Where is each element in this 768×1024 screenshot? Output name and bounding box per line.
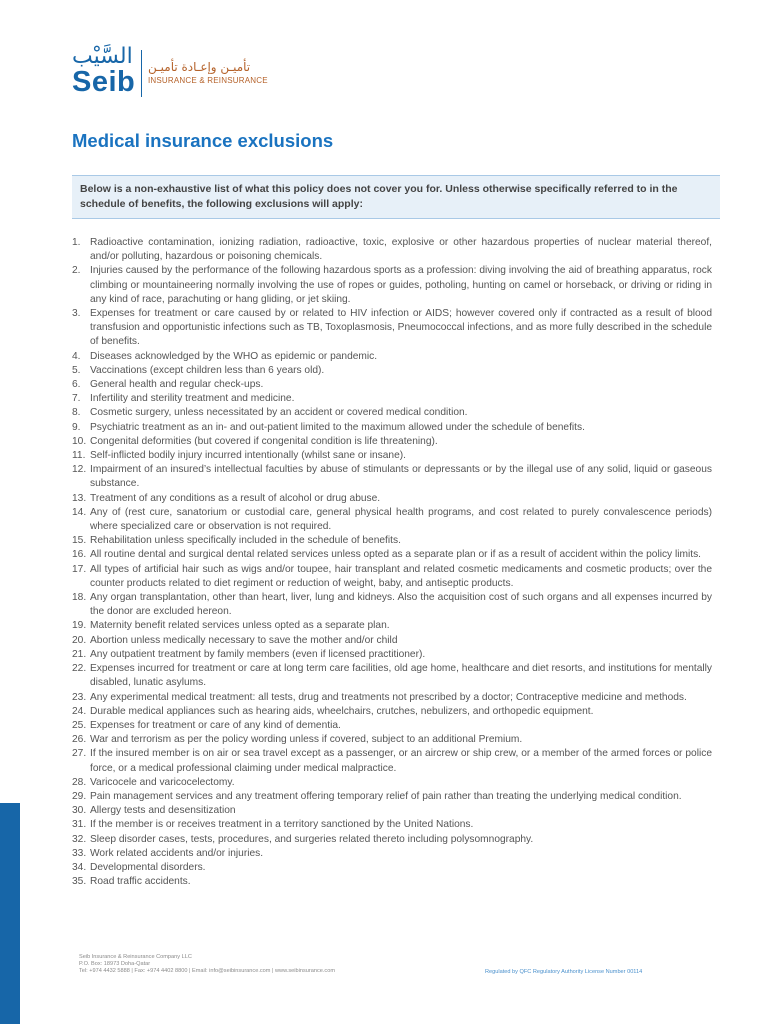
exclusions-list bbox=[72, 236, 712, 889]
exclusion-number: 4. bbox=[72, 350, 81, 362]
exclusion-item bbox=[72, 804, 712, 818]
exclusion-item bbox=[72, 634, 712, 648]
exclusion-text: Expenses for treatment or care of any kind of dementia. bbox=[90, 719, 341, 731]
exclusion-item bbox=[72, 847, 712, 861]
exclusion-number: 12. bbox=[72, 464, 87, 476]
exclusion-item bbox=[72, 591, 712, 619]
exclusion-number: 35. bbox=[72, 876, 87, 888]
exclusion-item bbox=[72, 733, 712, 747]
exclusion-item bbox=[72, 563, 712, 591]
exclusion-item bbox=[72, 747, 712, 775]
footer-company: Seib Insurance & Reinsurance Company LLC bbox=[79, 954, 192, 960]
exclusion-text: If the member is or receives treatment in a territory sanctioned by the United Nations. bbox=[90, 819, 474, 831]
exclusion-item bbox=[72, 421, 712, 435]
exclusion-text: Varicocele and varicocelectomy. bbox=[90, 776, 235, 788]
exclusion-item bbox=[72, 719, 712, 733]
exclusion-item bbox=[72, 350, 712, 364]
exclusion-number: 6. bbox=[72, 379, 81, 391]
exclusion-item bbox=[72, 449, 712, 463]
exclusion-item bbox=[72, 776, 712, 790]
exclusion-number: 23. bbox=[72, 691, 87, 703]
exclusion-text: Any experimental medical treatment: all tests, drug and treatments not prescribed by a doctor; Contraceptive medicine and methods. bbox=[90, 691, 687, 703]
exclusion-number: 15. bbox=[72, 535, 87, 547]
exclusion-text: Radioactive contamination, ionizing radiation, radioactive, toxic, explosive or other hazardous properties of nuclear material thereof, and/or polluting, hazardous or poisoning chemicals. bbox=[90, 237, 712, 263]
footer-regulation: Regulated by QFC Regulatory Authority License Number 00114 bbox=[485, 969, 643, 975]
exclusion-item bbox=[72, 662, 712, 690]
exclusion-number: 8. bbox=[72, 407, 81, 419]
logo-arabic-tagline: تأميـن وإعـادة تأميـن bbox=[148, 60, 251, 74]
exclusion-item bbox=[72, 790, 712, 804]
exclusion-text: Any of (rest cure, sanatorium or custodial care, general physical health programs, and cost related to purely convalescence periods) where specialized care or observation is not required. bbox=[90, 506, 712, 533]
exclusion-item bbox=[72, 463, 712, 491]
exclusion-number: 33. bbox=[72, 847, 87, 859]
exclusion-text: Maternity benefit related services unless opted as a separate plan. bbox=[90, 620, 390, 632]
exclusion-item bbox=[72, 264, 712, 307]
exclusion-text: Injuries caused by the performance of the following hazardous sports as a profession: diving involving the aid of breathing apparatus, rock climbing or mountaineering normally involving the use of ropes or guides, potholing, hunting on camel or horseback, or driving or riding in any kind of race, parachuting or hang gliding, or jet skiing. bbox=[90, 265, 712, 305]
exclusion-number: 29. bbox=[72, 790, 87, 802]
exclusion-text: Infertility and sterility treatment and medicine. bbox=[90, 393, 295, 405]
exclusion-item bbox=[72, 378, 712, 392]
exclusion-number: 27. bbox=[72, 748, 87, 760]
exclusion-number: 14. bbox=[72, 506, 87, 518]
exclusion-item bbox=[72, 236, 712, 264]
exclusion-number: 17. bbox=[72, 563, 87, 575]
side-accent-bar bbox=[0, 803, 20, 1024]
exclusion-item bbox=[72, 861, 712, 875]
exclusion-text: Rehabilitation unless specifically included in the schedule of benefits. bbox=[90, 535, 401, 547]
intro-box bbox=[72, 175, 720, 219]
exclusion-item bbox=[72, 875, 712, 889]
exclusion-text: Expenses incurred for treatment or care at long term care facilities, old age home, healthcare and diet resorts, and institutions for mentally disabled, lunatic asylums. bbox=[90, 663, 712, 689]
logo-arabic-name: السَّيْب bbox=[72, 44, 133, 69]
exclusion-item bbox=[72, 548, 712, 562]
exclusion-text: Psychiatric treatment as an in- and out-patient limited to the maximum allowed under the schedule of benefits. bbox=[90, 421, 585, 433]
exclusion-number: 9. bbox=[72, 421, 81, 433]
exclusion-item bbox=[72, 506, 712, 534]
exclusion-item bbox=[72, 833, 712, 847]
exclusion-text: Work related accidents and/or injuries. bbox=[90, 847, 264, 859]
exclusion-text: Durable medical appliances such as hearing aids, wheelchairs, crutches, nebulizers, and orthopedic equipment. bbox=[90, 705, 594, 717]
exclusion-number: 28. bbox=[72, 776, 87, 788]
exclusion-number: 16. bbox=[72, 549, 87, 561]
exclusion-text: Vaccinations (except children less than 6 years old). bbox=[90, 364, 325, 376]
logo-divider bbox=[141, 50, 142, 97]
footer-contact bbox=[79, 954, 335, 975]
exclusion-number: 18. bbox=[72, 592, 87, 604]
exclusion-number: 2. bbox=[72, 265, 81, 277]
exclusion-number: 31. bbox=[72, 819, 87, 831]
exclusion-number: 1. bbox=[72, 237, 81, 248]
exclusion-item bbox=[72, 534, 712, 548]
exclusion-text: Expenses for treatment or care caused by or related to HIV infection or AIDS; however covered only if contracted as a result of blood transfusion and opportunistic infections such as TB, Toxoplasmosis, Pneumococcal infections, and as more fully described in the schedule of benefits. bbox=[90, 308, 712, 348]
exclusion-item bbox=[72, 364, 712, 378]
seib-logo bbox=[72, 44, 272, 99]
exclusion-number: 3. bbox=[72, 308, 81, 320]
footer-contact-line: Tel: +974 4432 5888 | Fax: +974 4402 8800 | Email: info@seibinsurance.com | www.seibinsurance.com bbox=[79, 968, 335, 974]
exclusion-text: Treatment of any conditions as a result of alcohol or drug abuse. bbox=[90, 492, 381, 504]
exclusion-number: 26. bbox=[72, 734, 87, 746]
exclusion-number: 30. bbox=[72, 805, 87, 817]
exclusion-text: Allergy tests and desensitization bbox=[90, 805, 236, 817]
exclusion-text: Developmental disorders. bbox=[90, 861, 206, 873]
exclusion-text: Diseases acknowledged by the WHO as epidemic or pandemic. bbox=[90, 350, 378, 362]
logo-tagline: INSURANCE & REINSURANCE bbox=[148, 76, 268, 85]
exclusion-text: Congenital deformities (but covered if congenital condition is life threatening). bbox=[90, 435, 438, 447]
exclusion-item bbox=[72, 307, 712, 350]
exclusion-text: War and terrorism as per the policy wording unless if covered, subject to an additional Premium. bbox=[90, 734, 523, 746]
page-title: Medical insurance exclusions bbox=[72, 130, 334, 151]
exclusion-item bbox=[72, 392, 712, 406]
exclusion-text: Cosmetic surgery, unless necessitated by an accident or covered medical condition. bbox=[90, 407, 468, 419]
exclusion-number: 24. bbox=[72, 705, 87, 717]
exclusion-text: Any outpatient treatment by family members (even if licensed practitioner). bbox=[90, 648, 426, 660]
exclusion-number: 13. bbox=[72, 492, 87, 504]
exclusion-text: General health and regular check-ups. bbox=[90, 379, 264, 391]
exclusion-item bbox=[72, 406, 712, 420]
exclusion-text: Impairment of an insured’s intellectual faculties by abuse of stimulants or depressants or by the illegal use of any solid, liquid or gaseous substance. bbox=[90, 464, 712, 490]
exclusion-item bbox=[72, 818, 712, 832]
exclusion-number: 10. bbox=[72, 435, 87, 447]
exclusion-number: 32. bbox=[72, 833, 87, 845]
exclusion-item bbox=[72, 619, 712, 633]
exclusion-text: All routine dental and surgical dental related services unless opted as a separate plan or if as a result of accident within the policy limits. bbox=[90, 549, 702, 561]
exclusion-item bbox=[72, 492, 712, 506]
exclusion-text: If the insured member is on air or sea travel except as a passenger, or an aircrew or ship crew, or a member of the armed forces or police force, or a medical professional claiming under medical malpractice. bbox=[90, 748, 712, 774]
exclusion-text: Self-inflicted bodily injury incurred intentionally (whilst sane or insane). bbox=[90, 450, 406, 462]
exclusion-number: 21. bbox=[72, 648, 87, 660]
exclusion-text: Abortion unless medically necessary to save the mother and/or child bbox=[90, 634, 398, 646]
exclusion-text: Road traffic accidents. bbox=[90, 876, 191, 888]
exclusion-text: Pain management services and any treatment offering temporary relief of pain rather than treating the underlying medical condition. bbox=[90, 790, 682, 802]
exclusion-number: 19. bbox=[72, 620, 87, 632]
exclusion-number: 25. bbox=[72, 719, 87, 731]
exclusion-number: 20. bbox=[72, 634, 87, 646]
exclusion-number: 11. bbox=[72, 450, 86, 462]
exclusion-number: 7. bbox=[72, 393, 81, 405]
exclusion-text: All types of artificial hair such as wigs and/or toupee, hair transplant and related cosmetic medicaments and cosmetic products; over the counter products related to diet regiment or reduction of weight, baby, and antiseptic products. bbox=[90, 563, 712, 589]
logo-name: Seib bbox=[72, 66, 136, 98]
exclusion-number: 34. bbox=[72, 861, 87, 873]
exclusion-text: Any organ transplantation, other than heart, liver, lung and kidneys. Also the acquisition cost of such organs and all expenses incurred by the donor are excluded hereon. bbox=[90, 592, 712, 618]
footer-po-box: P.O. Box: 18973 Doha-Qatar bbox=[79, 961, 151, 967]
exclusion-item bbox=[72, 691, 712, 705]
intro-text: Below is a non-exhaustive list of what this policy does not cover you for. Unless otherwise specifically referred to in the schedule of benefits, the following exclusions will apply: bbox=[80, 183, 678, 210]
exclusion-item bbox=[72, 705, 712, 719]
exclusion-text: Sleep disorder cases, tests, procedures, and surgeries related thereto including polysomnography. bbox=[90, 833, 534, 845]
exclusion-number: 22. bbox=[72, 663, 87, 675]
exclusion-item bbox=[72, 435, 712, 449]
exclusion-number: 5. bbox=[72, 364, 81, 376]
exclusion-item bbox=[72, 648, 712, 662]
